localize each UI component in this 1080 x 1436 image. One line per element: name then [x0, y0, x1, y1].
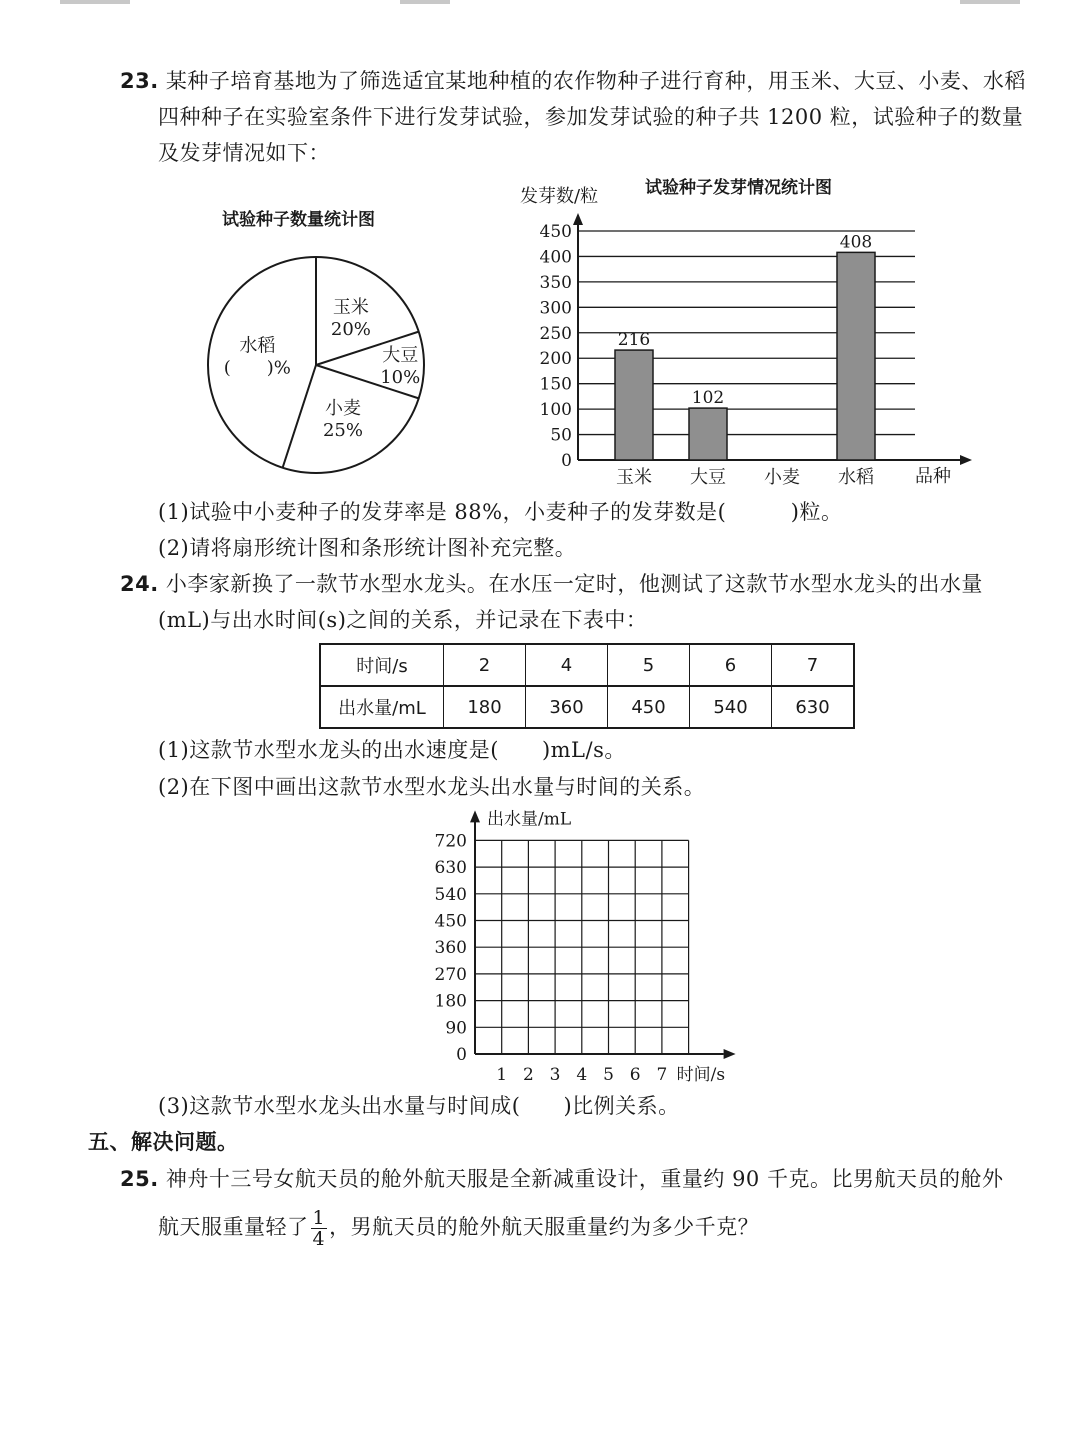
x-axis-arrow	[724, 1049, 736, 1059]
table-cell: 360	[526, 686, 608, 728]
bar	[837, 252, 875, 460]
data-table	[319, 643, 855, 729]
pie-slice-label: 水稻	[239, 335, 276, 357]
y-tick-label: 720	[434, 831, 467, 852]
grid-chart-xlabel: 时间/s	[676, 1065, 726, 1085]
table-cell: 时间/s	[320, 644, 444, 686]
scan-mark	[960, 0, 1020, 4]
q23-sub2: (2)请将扇形统计图和条形统计图补充完整。	[158, 536, 577, 560]
table-cell: 出水量/mL	[320, 686, 444, 728]
fraction-numerator: 1	[312, 1207, 326, 1229]
x-tick-label: 3	[549, 1065, 561, 1085]
x-tick-label: 小麦	[764, 467, 800, 488]
q24-sub1: (1)这款节水型水龙头的出水速度是( )mL/s。	[158, 738, 626, 762]
q24-line2: (mL)与出水时间(s)之间的关系，并记录在下表中：	[158, 608, 648, 632]
y-tick-label: 0	[561, 451, 572, 471]
table-cell: 5	[608, 644, 690, 686]
table-cell: 7	[772, 644, 855, 686]
x-tick-label: 2	[522, 1065, 534, 1085]
x-tick-label: 6	[629, 1065, 641, 1085]
pie-slice-percent: 10%	[380, 367, 421, 388]
y-tick-label: 250	[539, 323, 572, 344]
q25-line1	[120, 1164, 1003, 1194]
y-tick-label: 50	[550, 425, 572, 446]
pie-slice-percent: 25%	[322, 419, 363, 441]
q23-sub1: (1)试验中小麦种子的发芽率是 88%，小麦种子的发芽数是( )粒。	[158, 500, 843, 524]
table-cell: 540	[690, 686, 772, 728]
x-tick-label: 玉米	[616, 467, 652, 488]
table-cell: 630	[772, 686, 855, 728]
q24-line1	[120, 569, 983, 599]
bar-chart-xlabel: 品种	[915, 466, 951, 487]
y-tick-label: 180	[434, 991, 467, 1012]
y-tick-label: 350	[539, 272, 572, 293]
table-cell: 2	[444, 644, 526, 686]
scan-mark	[60, 0, 130, 4]
table-cell: 6	[690, 644, 772, 686]
y-tick-label: 450	[539, 222, 572, 242]
x-tick-label: 4	[576, 1065, 588, 1085]
y-tick-label: 0	[456, 1045, 467, 1065]
fraction-denominator: 4	[312, 1228, 326, 1250]
x-tick-label: 1	[496, 1065, 508, 1085]
q23-number: 23.	[120, 69, 159, 93]
q24-number: 24.	[120, 572, 159, 596]
pie-slice-percent: 20%	[330, 318, 371, 340]
table-row-volume	[320, 686, 854, 728]
q24-text-1: 小李家新换了一款节水型水龙头。在水压一定时，他测试了这款节水型水龙头的出水量	[165, 572, 983, 596]
q24-sub2: (2)在下图中画出这款节水型水龙头出水量与时间的关系。	[158, 775, 706, 799]
pie-slice-label: 玉米	[332, 296, 369, 318]
scan-mark	[400, 0, 450, 4]
table-cell: 180	[444, 686, 526, 728]
y-tick-label: 400	[539, 247, 572, 268]
q23-text-1: 某种子培育基地为了筛选适宜某地种植的农作物种子进行育种，用玉米、大豆、小麦、水稻	[165, 69, 1026, 93]
q25-number: 25.	[120, 1167, 159, 1191]
x-tick-label: 5	[603, 1065, 614, 1085]
y-tick-label: 630	[434, 858, 467, 879]
y-tick-label: 200	[539, 349, 572, 370]
q25-text-2b: ，男航天员的舱外航天服重量约为多少千克？	[329, 1215, 760, 1239]
q25-text-1: 神舟十三号女航天员的舱外航天服是全新减重设计，重量约 90 千克。比男航天员的舱外	[165, 1167, 1004, 1191]
x-axis-arrow	[960, 455, 972, 465]
y-axis-arrow	[573, 213, 583, 225]
table-cell: 4	[526, 644, 608, 686]
bar-data-label: 102	[691, 388, 725, 409]
bar	[689, 408, 727, 460]
y-tick-label: 150	[539, 374, 572, 395]
q25-text-2a: 航天服重量轻了	[158, 1215, 309, 1239]
pie-chart-title: 试验种子数量统计图	[222, 210, 375, 230]
q23-line2: 四种种子在实验室条件下进行发芽试验，参加发芽试验的种子共 1200 粒，试验种子的数量	[158, 105, 1024, 129]
x-tick-label: 大豆	[690, 467, 726, 488]
table-cell: 450	[608, 686, 690, 728]
q23-line1	[120, 66, 1026, 96]
x-tick-label: 水稻	[838, 467, 874, 488]
bar-chart-title: 试验种子发芽情况统计图	[645, 178, 832, 198]
pie-slice-label: 小麦	[324, 397, 361, 419]
bar-chart-ylabel: 发芽数/粒	[520, 186, 599, 207]
bar-chart	[505, 170, 975, 495]
y-tick-label: 360	[434, 938, 467, 959]
x-tick-label: 7	[656, 1065, 668, 1085]
q24-sub3: (3)这款节水型水龙头出水量与时间成( )比例关系。	[158, 1094, 680, 1118]
pie-slice-percent: ( )%	[223, 357, 291, 379]
y-tick-label: 90	[445, 1018, 467, 1039]
pie-slice-label: 大豆	[382, 345, 419, 366]
section-title: 五、解决问题。	[88, 1129, 239, 1154]
pie-chart	[190, 240, 440, 490]
q23-line3: 及发芽情况如下：	[158, 141, 330, 165]
table-row-time	[320, 644, 854, 686]
y-tick-label: 300	[539, 298, 572, 319]
y-tick-label: 270	[434, 964, 467, 985]
bar-data-label: 216	[617, 330, 651, 351]
bar-data-label: 408	[839, 232, 873, 253]
y-tick-label: 540	[434, 884, 467, 905]
grid-chart[interactable]	[420, 808, 750, 1088]
q25-line2	[158, 1208, 759, 1249]
y-axis-arrow	[470, 810, 480, 822]
bar	[615, 350, 653, 460]
y-tick-label: 100	[539, 400, 572, 421]
grid-chart-ylabel: 出水量/mL	[487, 809, 572, 830]
y-tick-label: 450	[434, 911, 467, 932]
fraction	[311, 1208, 328, 1249]
